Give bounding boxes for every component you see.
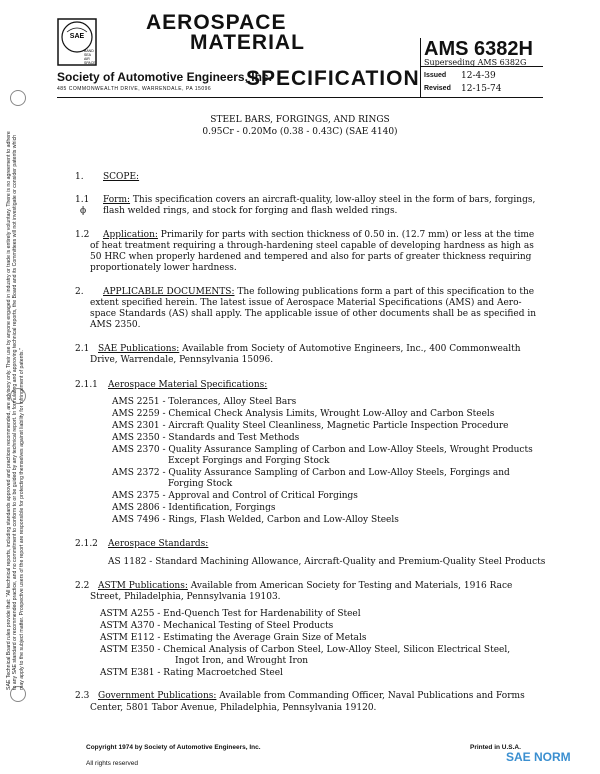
body-line — [90, 252, 531, 263]
body-text: AMS 2350 - Standards and Test Methods — [112, 433, 300, 443]
body-line — [103, 206, 397, 217]
body-line — [108, 380, 267, 391]
body-line — [103, 172, 139, 183]
body-text: AMS 2372 - Quality Assurance Sampling of Carbon and Low-Alloy Steels, Forgings and — [112, 468, 510, 478]
title-aerospace: AEROSPACE — [146, 11, 287, 34]
org-address: 485 COMMONWEALTH DRIVE, WARRENDALE, PA 15096 — [57, 86, 212, 92]
body-text: flash welded rings, and stock for forging and flash welded rings. — [103, 206, 398, 216]
doc-title: STEEL BARS, FORGINGS, AND RINGS — [210, 115, 390, 125]
body-line — [90, 355, 273, 366]
body-text: The following publications form a part of this specification to the — [234, 287, 535, 297]
section-heading: ASTM Publications: — [98, 581, 188, 591]
body-text: Available from Society of Automotive Engineers, Inc., 400 Commonwealth — [179, 344, 521, 354]
body-line — [103, 287, 534, 298]
body-text: Ingot Iron, and Wrought Iron — [175, 656, 309, 666]
issued-date: 12-4-39 — [461, 71, 496, 81]
body-text: space Standards (AS) shall apply. The applicable issue of other documents shall be as specified in — [90, 309, 537, 319]
body-line — [90, 592, 281, 603]
section-number: ϕ — [80, 206, 87, 216]
body-line — [112, 397, 296, 408]
section-heading: Form: — [103, 195, 131, 205]
superseding-text: Superseding AMS 6382G — [424, 58, 527, 67]
logo-line: SEA — [84, 53, 92, 57]
section-number: 2.1 — [75, 344, 90, 354]
section-number: 1. — [75, 172, 84, 182]
body-text: This specification covers an aircraft-quality, low-alloy steel in the form of bars, forgings, — [130, 195, 536, 205]
body-text: AMS 2301 - Aircraft Quality Steel Cleanliness, Magnetic Particle Inspection Procedure — [112, 421, 509, 431]
title-material: MATERIAL — [190, 31, 305, 54]
printed-text: Printed in U.S.A. — [470, 744, 521, 751]
body-line — [103, 230, 534, 241]
body-line — [108, 539, 208, 550]
section-heading: SAE Publications: — [98, 344, 180, 354]
header-divider — [420, 38, 421, 98]
body-line — [175, 656, 308, 667]
body-text: ASTM E350 - Chemical Analysis of Carbon Steel, Low-Alloy Steel, Silicon Electrical Steel, — [100, 645, 511, 655]
section-heading: Aerospace Material Specifications: — [108, 380, 268, 390]
logo-text: SAE — [69, 33, 85, 40]
body-line — [98, 344, 521, 355]
body-line — [90, 309, 536, 320]
body-line — [98, 581, 512, 592]
header-rule — [57, 97, 543, 98]
issued-label: Issued — [424, 72, 447, 79]
body-text: ASTM A370 - Mechanical Testing of Steel Products — [100, 621, 334, 631]
body-text: of heat treatment requiring a through-hardening steel capable of developing hardness as high as — [90, 241, 534, 251]
body-text: AMS 2251 - Tolerances, Alloy Steel Bars — [112, 397, 297, 407]
section-number: 2.2 — [75, 581, 90, 591]
body-text: AMS 2259 - Chemical Check Analysis Limits, Wrought Low-Alloy and Carbon Steels — [112, 409, 495, 419]
body-line — [90, 703, 376, 714]
body-line — [112, 491, 358, 502]
body-line — [98, 691, 525, 702]
body-text: proportionately lower hardness. — [90, 263, 237, 273]
section-number: 1.1 — [75, 195, 90, 205]
sae-logo-icon — [57, 18, 97, 66]
revised-date: 12-15-74 — [461, 84, 502, 94]
body-text: ASTM A255 - End-Quench Test for Hardenability of Steel — [100, 609, 361, 619]
section-number: 2. — [75, 287, 84, 297]
body-text: extent specified herein. The latest issue of Aerospace Material Specifications (AMS) and Aero- — [90, 298, 522, 308]
body-text: 50 HRC when properly hardened and tempered and also for parts of greater thickness requiring — [90, 252, 532, 262]
body-line — [112, 445, 533, 456]
body-line — [90, 298, 522, 309]
body-text: Available from American Society for Testing and Materials, 1916 Race — [187, 581, 513, 591]
body-text: Available from Commanding Officer, Naval Publications and Forms — [216, 691, 525, 701]
body-text: Primarily for parts with section thickness of 0.50 in. (12.7 mm) or less at the time — [157, 230, 535, 240]
body-line — [108, 557, 545, 568]
body-text: AMS 2350. — [90, 320, 141, 330]
body-text: AMS 7496 - Rings, Flash Welded, Carbon and Low-Alloy Steels — [112, 515, 399, 525]
body-text: AMS 2375 - Approval and Control of Critical Forgings — [112, 491, 358, 501]
section-heading: Application: — [103, 230, 158, 240]
section-heading: Government Publications: — [98, 691, 217, 701]
org-name: Society of Automotive Engineers, Inc. — [57, 70, 272, 84]
section-number: 1.2 — [75, 230, 90, 240]
body-line — [90, 241, 534, 252]
body-line — [100, 609, 361, 620]
body-text: ASTM E381 - Rating Macroetched Steel — [100, 668, 283, 678]
section-number: 2.1.1 — [75, 380, 98, 390]
body-line — [100, 645, 510, 656]
logo-line: AIR — [84, 57, 90, 61]
body-line — [100, 668, 283, 679]
body-line — [112, 421, 509, 432]
body-line — [112, 468, 510, 479]
body-line — [112, 503, 275, 514]
doc-number: AMS 6382H — [424, 38, 533, 60]
section-number: 2.3 — [75, 691, 90, 701]
body-text: AMS 2806 - Identification, Forgings — [112, 503, 276, 513]
side-disclaimer: SAE Technical Board rules provide that: "All technical reports, including standards approved and practices recommended, are advisory only. Their use by anyone engaged in industry or trade is entirely voluntary. There is no agreement to adhere to any SAE standard or recommended practice, and no commitment to conform to or be guided by any technical report. In formulating and approving technical reports, the Board and its Committees will not investigate or consider patents which may apply to the subject matter. Prospective users of the report are responsible for protecting themselves against liability for infringement of patents." — [6, 131, 25, 690]
body-text: Drive, Warrendale, Pennsylvania 15096. — [90, 355, 274, 365]
body-line — [100, 621, 333, 632]
body-line — [168, 479, 232, 490]
binder-hole — [10, 90, 26, 106]
body-line — [103, 195, 535, 206]
body-line — [90, 320, 141, 331]
body-text: Forging Stock — [168, 479, 233, 489]
revised-label: Revised — [424, 85, 451, 92]
logo-line: BAND — [84, 49, 94, 53]
body-text: Except Forgings and Forging Stock — [168, 456, 330, 466]
body-text: ASTM E112 - Estimating the Average Grain Size of Metals — [100, 633, 367, 643]
body-text: AS 1182 - Standard Machining Allowance, Aircraft-Quality and Premium-Quality Steel Products — [108, 557, 546, 567]
section-number: 2.1.2 — [75, 539, 98, 549]
body-line — [100, 633, 367, 644]
body-line — [112, 515, 399, 526]
logo-line: SPACE — [84, 61, 96, 65]
body-text: Center, 5801 Tabor Avenue, Philadelphia, Pennsylvania 19120. — [90, 703, 377, 713]
body-text: AMS 2370 - Quality Assurance Sampling of Carbon and Low-Alloy Steels, Wrought Products — [112, 445, 533, 455]
body-line — [112, 433, 299, 444]
section-heading: APPLICABLE DOCUMENTS: — [103, 287, 235, 297]
body-text: Street, Philadelphia, Pennsylvania 19103. — [90, 592, 281, 602]
section-heading: Aerospace Standards: — [108, 539, 209, 549]
watermark: SAE NORM — [506, 750, 571, 764]
body-line — [168, 456, 329, 467]
rights-text: All rights reserved — [86, 760, 139, 767]
title-specification: SPECIFICATION — [246, 67, 420, 90]
copyright-text: Copyright 1974 by Society of Automotive Engineers, Inc. — [86, 744, 261, 751]
body-line — [90, 263, 237, 274]
doc-subtitle: 0.95Cr - 0.20Mo (0.38 - 0.43C) (SAE 4140) — [202, 127, 398, 137]
section-heading: SCOPE: — [103, 172, 140, 182]
body-line — [112, 409, 494, 420]
